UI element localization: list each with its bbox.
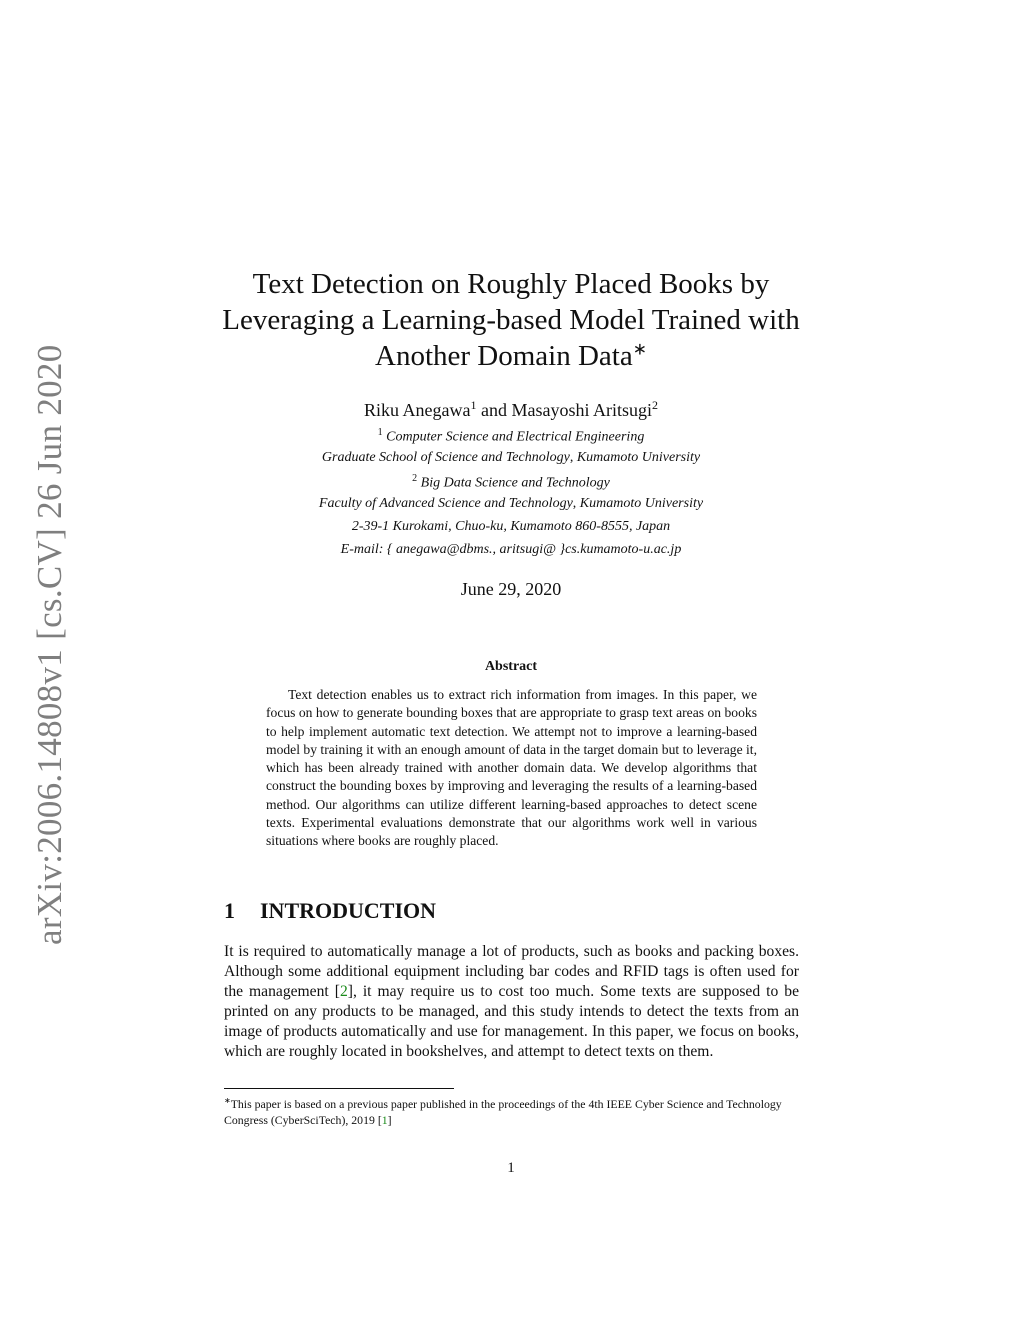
introduction-paragraph [224,942,799,1063]
postal-address: 2-39-1 Kurokami, Chuo-ku, Kumamoto 860-8555, Japan [351,519,671,534]
title-line-2: Leveraging a Learning-based Model Trained with [222,304,800,336]
affiliation-2-dept [150,473,872,492]
intro-text-before-cite: It is required to automatically manage a lot of products, such as books and packing boxes. Although some additional equipment including bar codes and RFID tags is often used for the management [224,943,799,1001]
affiliation-1-school-text: Graduate School of Science and Technology [321,450,570,465]
affiliation-1-dept-text: Computer Science and Electrical Engineering [386,429,645,445]
section-heading [224,898,436,924]
affiliation-2-univ: Kumamoto University [579,496,704,511]
publication-date: June 29, 2020 [460,579,562,599]
paper-title [200,266,822,374]
author-2-mark: 2 [652,398,658,412]
email-suffix: }cs.kumamoto-u.ac.jp [559,542,682,557]
email-users: anegawa@dbms., aritsugi@ [396,542,556,557]
affiliation-1-mark: 1 [377,427,383,438]
citation-link[interactable]: [ 2 ] [335,983,353,1000]
page-number: 1 [507,1160,515,1176]
footnote-divider [224,1088,454,1089]
affiliation-2-school-text: Faculty of Advanced Science and Technology [318,496,573,511]
title-line-3-text: Another Domain Data [375,340,633,372]
author-1-mark: 1 [470,398,477,412]
arxiv-identifier: arXiv:2006.14808v1 [cs.CV] 26 Jun 2020 [30,344,69,945]
author-conjunction: and [480,400,507,420]
author-list [200,398,822,421]
abstract-body: Text detection enables us to extract rich information from images. In this paper, we focus on how to generate bounding boxes that are appropriate to grasp text areas on books to help implement automatic text detection. We attempt not to improve a learning-based model by training it with an enough amount of data in the target domain but to leverage it, which has been already trained with another domain data. We develop algorithms that construct the bounding boxes by improving and leveraging the results of a learning-based method. Our algorithms can utilize different learning-based approaches to detect scene texts. Experimental evaluations demonstrate that our algorithms work well in various situations where books are roughly placed. [266,687,757,849]
affiliation-2-dept-text: Big Data Science and Technology [420,475,610,491]
abstract-heading: Abstract [484,659,538,674]
footnote-text: This paper is based on a previous paper published in the proceedings of the 4th IEEE Cyber Science and Technology Congress (CyberSciTech), 2019 [224,1096,782,1127]
section-title: INTRODUCTION [260,898,437,923]
affiliation-1-school: Graduate School of Science and Technology, Kumamoto University [321,450,701,465]
footnote-mark: ∗ [224,1096,231,1105]
footnote [224,1093,800,1128]
email-line [150,542,872,558]
author-1: Riku Anegawa [364,400,471,420]
affiliation-1-dept [150,427,872,446]
title-footnote-mark: ∗ [632,339,647,359]
footnote-citation-link[interactable]: [ 1 ] [378,1113,392,1127]
email-prefix: E-mail: { [340,542,393,557]
title-line-3 [200,338,822,374]
affiliation-2-school: Faculty of Advanced Science and Technology, Kumamoto University [318,496,704,511]
section-number: 1 [224,898,235,923]
intro-text-after-cite: , it may require us to cost too much. Some texts are supposed to be printed on any products to be managed, and this study intends to detect the texts from an image of products automatically and use for management. In this paper, we focus on books, which are roughly located in bookshelves, and attempt to detect texts on them. [224,983,799,1061]
affiliation-1-univ: Kumamoto University [576,450,701,465]
affiliation-2-mark: 2 [412,473,418,484]
author-2: Masayoshi Aritsugi [511,400,652,420]
title-line-1: Text Detection on Roughly Placed Books by [252,268,770,300]
